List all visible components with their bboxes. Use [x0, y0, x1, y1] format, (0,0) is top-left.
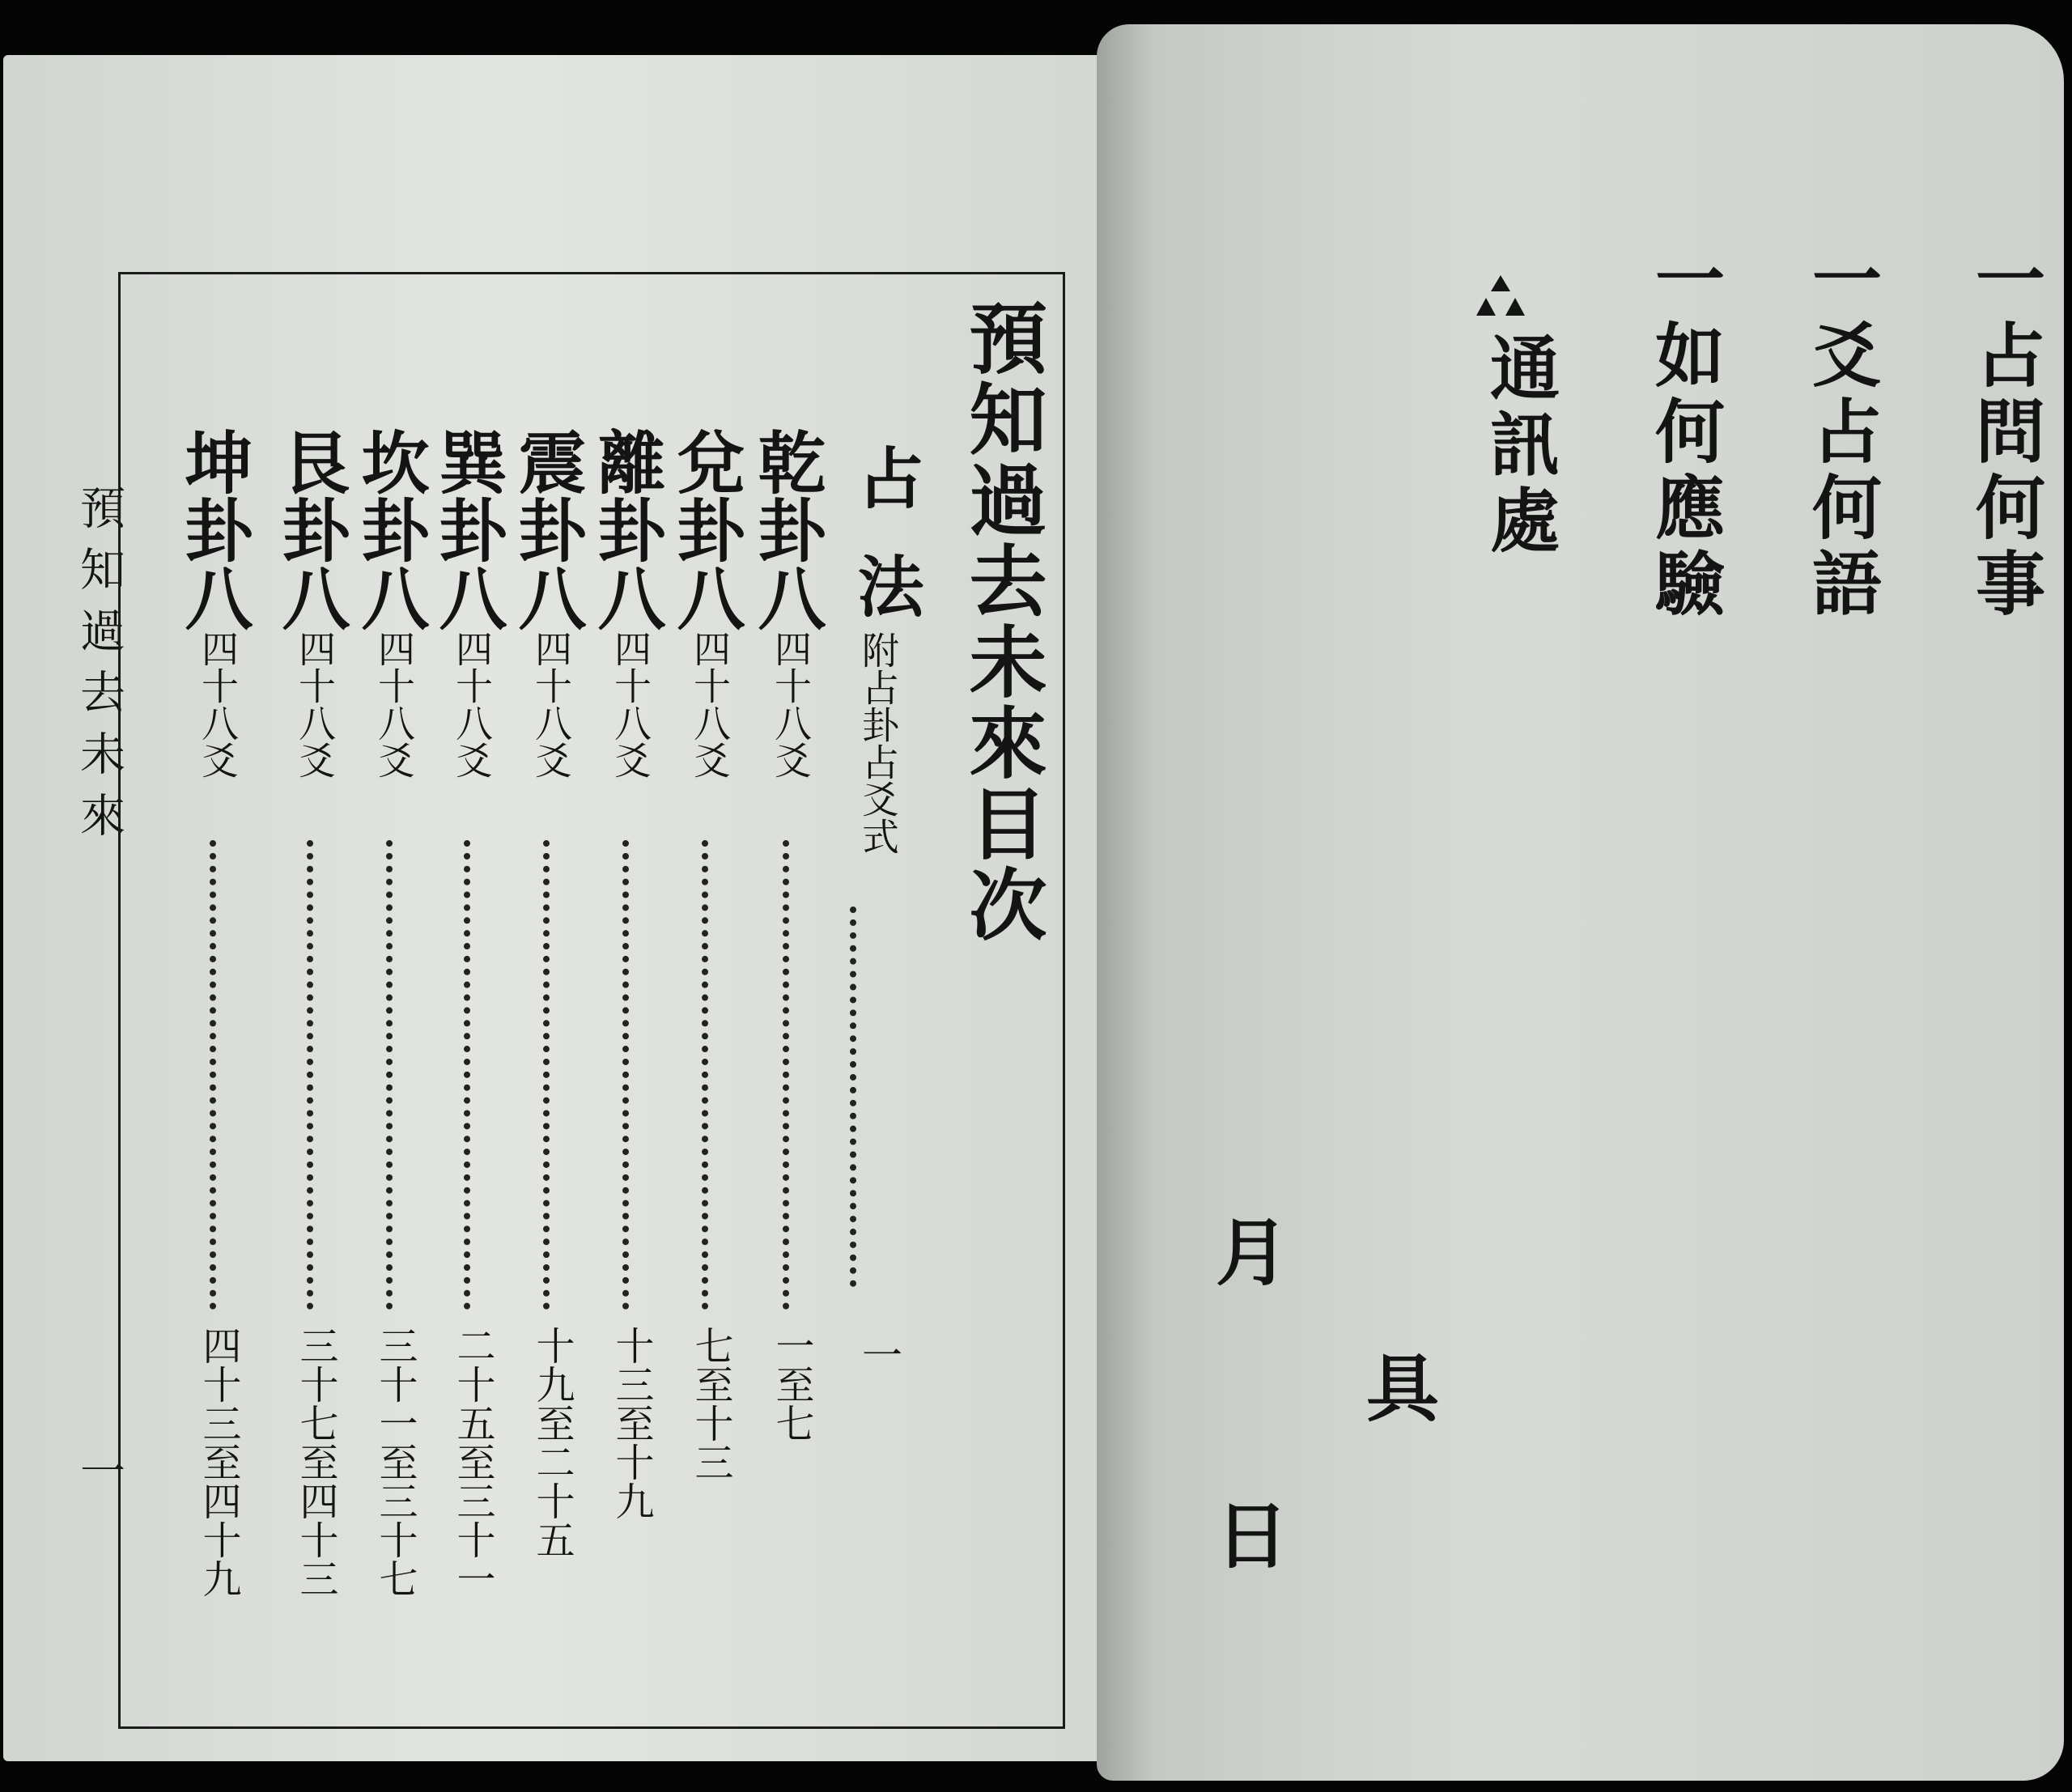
toc-entry[interactable] — [665, 427, 746, 1666]
toc-entry-title: 震卦八 — [507, 427, 588, 631]
page-number: 一 — [73, 1447, 125, 1493]
toc-leader-dots — [850, 907, 863, 1287]
toc-entry-method[interactable]: 占法 — [847, 444, 924, 660]
toc-page-ref: 四十三至四十九 — [196, 1326, 241, 1598]
toc-page-ref: 三十一至三十七 — [372, 1326, 418, 1598]
toc-entry-title: 坎卦八 — [350, 427, 431, 631]
toc-leader-dots — [622, 840, 629, 1310]
date-month: 月 — [1203, 1214, 1289, 1287]
toc-entry-title: 離卦八 — [587, 427, 667, 631]
toc-page-ref: 二十五至三十一 — [450, 1326, 495, 1598]
toc-entry[interactable] — [350, 427, 431, 1666]
toc-entry-title: 兌卦八 — [666, 427, 746, 631]
toc-page-ref: 一 — [856, 1334, 902, 1374]
toc-entry-detail: 四十八爻 — [196, 630, 240, 779]
form-item-outcome: 一如何應驗 — [1643, 243, 1725, 623]
toc-leader-dots — [307, 840, 313, 1310]
toc-entry-detail: 四十八爻 — [293, 630, 337, 779]
toc-entry-title: 艮卦八 — [271, 427, 351, 631]
toc-entry-detail: 四十八爻 — [609, 630, 652, 779]
toc-page-ref: 七至十三 — [688, 1326, 733, 1481]
form-item-question: 一占問何事 — [1964, 243, 2045, 623]
toc-page-ref: 一至七 — [769, 1326, 814, 1442]
toc-entry-detail: 四十八爻 — [529, 630, 573, 779]
toc-entry[interactable] — [173, 427, 254, 1666]
running-header: 預知過去未來 — [73, 484, 125, 853]
toc-page-ref: 三十七至四十三 — [293, 1326, 338, 1598]
toc-leader-dots — [386, 840, 393, 1310]
toc-entry[interactable] — [586, 427, 667, 1666]
triangle-cluster-icon — [1475, 274, 1526, 321]
toc-page-ref: 十三至十九 — [609, 1326, 654, 1520]
toc-entry-detail: 四十八爻 — [450, 630, 494, 779]
toc-entry-detail: 四十八爻 — [688, 630, 732, 779]
toc-entry-title: 坤卦八 — [174, 427, 254, 631]
signature-mark: 具 — [1353, 1350, 1439, 1423]
date-day: 日 — [1203, 1497, 1289, 1570]
toc-entry[interactable] — [507, 427, 588, 1666]
toc-entry[interactable] — [270, 427, 351, 1666]
form-item-line-reading: 一爻占何語 — [1800, 243, 1882, 623]
toc-leader-dots — [702, 840, 708, 1310]
toc-entry-detail: 四十八爻 — [769, 630, 813, 779]
toc-entry-title: 巽卦八 — [428, 427, 508, 631]
toc-entry[interactable] — [746, 427, 827, 1666]
left-page — [3, 55, 1110, 1761]
toc-leader-dots — [210, 840, 216, 1310]
toc-leader-dots — [543, 840, 550, 1310]
toc-entry[interactable] — [427, 427, 508, 1666]
toc-entry-method-subtitle: 附占卦占爻式 — [856, 631, 900, 855]
toc-entry-detail: 四十八爻 — [372, 630, 416, 779]
toc-leader-dots — [464, 840, 470, 1310]
toc-entry-title: 乾卦八 — [747, 427, 827, 631]
contact-label: 通訊處 — [1478, 332, 1560, 560]
toc-leader-dots — [783, 840, 789, 1310]
toc-page-ref: 十九至二十五 — [529, 1326, 575, 1559]
toc-title: 預知過去未來目次 — [957, 298, 1048, 945]
